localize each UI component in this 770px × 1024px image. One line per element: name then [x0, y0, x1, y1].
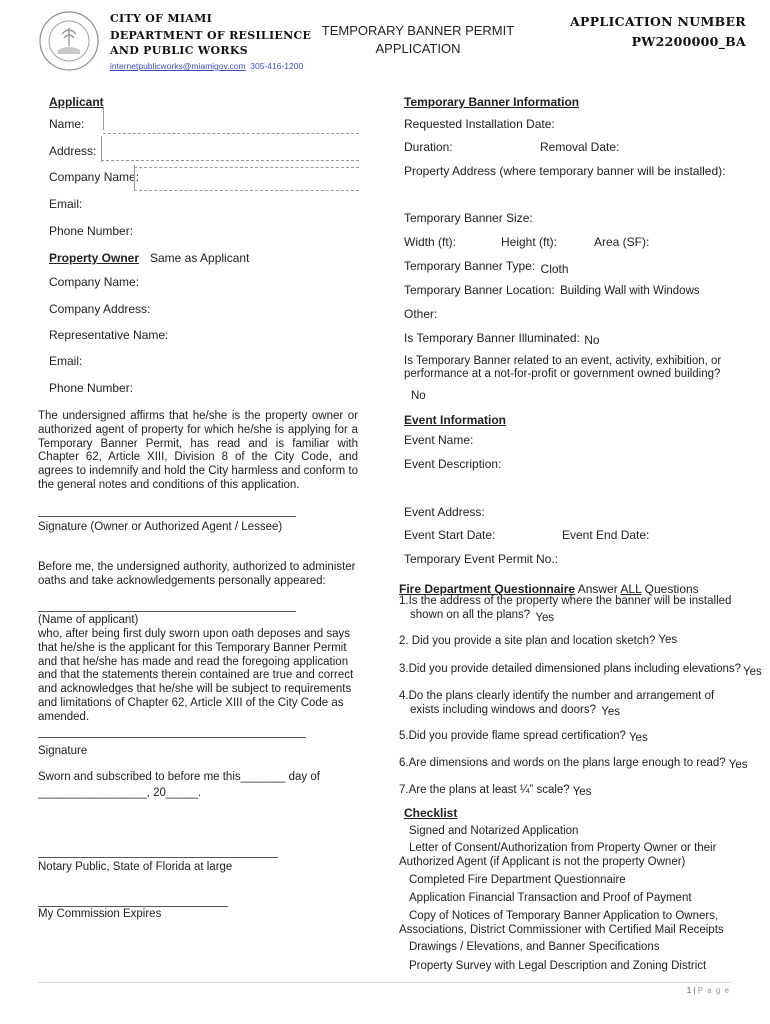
q6-text: Are dimensions and words on the plans large enough to read?	[408, 757, 726, 769]
checklist-item[interactable]: Signed and Notarized Application	[409, 825, 579, 837]
q7-answer[interactable]: Yes	[572, 786, 592, 798]
notary-signature-line[interactable]	[38, 857, 278, 858]
applicant-address-field[interactable]	[101, 160, 359, 161]
applicant-name-field[interactable]	[103, 133, 359, 134]
q7-text: Are the plans at least ¼” scale?	[408, 784, 570, 796]
owner-phone-label: Phone Number:	[49, 381, 134, 395]
checklist-item[interactable]: Property Survey with Legal Description and Zoning District	[409, 960, 707, 972]
fire-q2	[399, 635, 677, 647]
checklist-item[interactable]: Drawings / Elevations, and Banner Specifications	[409, 941, 660, 953]
applicant-company-label: Company Name:	[49, 170, 140, 184]
fire-q7	[399, 784, 591, 796]
fire-q1	[399, 595, 731, 607]
event-heading: Event Information	[404, 413, 507, 427]
email-link[interactable]: internetpublicworks@miamigov.com	[110, 61, 246, 71]
applicant-heading: Applicant	[49, 95, 104, 109]
illuminated-row	[404, 331, 600, 345]
sworn-subscribed-line-2: _________________, 20_____.	[38, 787, 202, 799]
sworn-subscribed-line-1: Sworn and subscribed to before me this_______ day of	[38, 771, 320, 783]
removal-date-label: Removal Date:	[540, 140, 620, 154]
signature-label-2: Signature	[38, 745, 88, 757]
other-label: Other:	[404, 307, 438, 321]
q7-number: 7.	[399, 784, 409, 796]
q3-text: Did you provide detailed dimensioned plans including elevations?	[408, 663, 742, 675]
banner-type-label: Temporary Banner Type:	[404, 259, 536, 273]
q4-number: 4.	[399, 690, 409, 702]
fire-heading: Fire Department Questionnaire	[399, 582, 576, 596]
q4-text-2: exists including windows and doors?	[410, 704, 597, 716]
event-permit-label: Temporary Event Permit No.:	[404, 552, 559, 566]
q3-answer[interactable]: Yes	[743, 666, 762, 678]
event-end-label: Event End Date:	[562, 528, 650, 542]
notary-label: Notary Public, State of Florida at large	[38, 861, 233, 873]
related-question: Is Temporary Banner related to an event, activity, exhibition, or performance at a not-for-profit or government owned building?	[404, 355, 722, 380]
applicant-name-label: Name:	[49, 117, 85, 131]
checklist-item[interactable]: Copy of Notices of Temporary Banner Application to Owners,	[409, 910, 719, 922]
applicant-company-field[interactable]	[134, 190, 359, 191]
commission-label: My Commission Expires	[38, 908, 162, 920]
owner-address-label: Company Address:	[49, 302, 151, 316]
before-me-text: Before me, the undersigned authority, authorized to administer oaths and take acknowledgements personally appeared:	[38, 561, 356, 587]
q1-text-2: shown on all the plans?	[410, 609, 531, 621]
banner-location-label: Temporary Banner Location:	[404, 283, 555, 297]
department-name: DEPARTMENT OF RESILIENCE	[110, 29, 312, 42]
area-label: Area (SF):	[594, 235, 650, 249]
applicant-address-label: Address:	[49, 144, 97, 158]
owner-signature-line[interactable]	[38, 516, 296, 517]
banner-location-value[interactable]: Building Wall with Windows	[560, 285, 700, 297]
city-seal	[38, 10, 100, 72]
name-of-applicant-label: (Name of applicant)	[38, 614, 139, 626]
company-field-border	[134, 165, 135, 190]
fire-heading-row	[399, 582, 699, 596]
page-footer	[687, 986, 730, 995]
checklist-item[interactable]: Application Financial Transaction and Proof of Payment	[409, 892, 692, 904]
page-word: P a g e	[697, 986, 730, 995]
fire-q1-cont	[410, 609, 555, 624]
title-line-1: TEMPORARY BANNER PERMIT	[321, 23, 515, 38]
q2-answer[interactable]: Yes	[658, 634, 678, 646]
q6-answer[interactable]: Yes	[728, 759, 748, 771]
owner-heading: Property Owner	[49, 251, 140, 265]
same-as-applicant[interactable]: Same as Applicant	[150, 251, 250, 265]
q4-text: Do the plans clearly identify the number and arrangement of	[408, 690, 715, 702]
event-description-label: Event Description:	[404, 457, 502, 471]
banner-heading: Temporary Banner Information	[404, 95, 580, 109]
checklist-heading: Checklist	[404, 806, 458, 820]
q5-number: 5.	[399, 730, 409, 742]
owner-rep-label: Representative Name:	[49, 328, 169, 342]
name-field-border	[103, 108, 104, 130]
answer-all: ALL	[620, 582, 642, 596]
page-sep: |	[693, 986, 696, 995]
illuminated-value[interactable]: No	[584, 333, 600, 347]
checklist-item-cont: Authorized Agent (if Applicant is not the property Owner)	[399, 856, 686, 868]
fire-q3	[399, 663, 762, 678]
height-label: Height (ft):	[501, 235, 558, 249]
applicant-phone-label: Phone Number:	[49, 224, 134, 238]
form-title	[318, 22, 518, 58]
fire-q5	[399, 730, 648, 742]
checklist-item-cont: Associations, District Commissioner with Certified Mail Receipts	[399, 924, 724, 936]
answer-post: Questions	[644, 582, 699, 596]
owner-company-label: Company Name:	[49, 275, 140, 289]
q6-number: 6.	[399, 757, 409, 769]
banner-type-row	[404, 259, 569, 276]
install-date-label: Requested Installation Date:	[404, 117, 555, 131]
fire-q6	[399, 757, 747, 769]
page-number: 1	[686, 986, 692, 995]
event-address-label: Event Address:	[404, 505, 485, 519]
applicant-email-label: Email:	[49, 197, 83, 211]
event-start-label: Event Start Date:	[404, 528, 496, 542]
owner-email-label: Email:	[49, 354, 83, 368]
related-value[interactable]: No	[411, 390, 426, 402]
width-label: Width (ft):	[404, 235, 457, 249]
signature-line-2[interactable]	[38, 737, 306, 738]
address-field-border	[101, 136, 102, 162]
property-address-label: Property Address (where temporary banner will be installed):	[404, 164, 726, 178]
footer-divider	[38, 982, 732, 983]
phone-number: 305-416-1200	[250, 61, 304, 71]
applicant-name-line[interactable]	[38, 611, 296, 612]
banner-location-row	[404, 283, 700, 297]
commission-line[interactable]	[38, 906, 228, 907]
applicant-company-field-top	[134, 167, 359, 168]
event-name-label: Event Name:	[404, 433, 474, 447]
answer-pre: Answer	[577, 582, 618, 596]
banner-type-value[interactable]: Cloth	[540, 262, 569, 276]
contact-line	[110, 61, 303, 71]
fire-q4	[399, 690, 714, 702]
checklist-item[interactable]: Completed Fire Department Questionnaire	[409, 874, 626, 886]
banner-size-label: Temporary Banner Size:	[404, 211, 533, 225]
app-number: PW2200000_BA	[631, 34, 746, 49]
fire-q4-cont	[410, 704, 620, 716]
department-name-2: AND PUBLIC WORKS	[110, 44, 248, 57]
owner-signature-label: Signature (Owner or Authorized Agent / Lessee)	[38, 521, 283, 533]
q2-number: 2.	[399, 635, 409, 647]
q4-answer[interactable]: Yes	[601, 706, 620, 718]
q2-text: Did you provide a site plan and location sketch?	[411, 635, 656, 647]
checklist-item[interactable]: Letter of Consent/Authorization from Property Owner or their	[409, 842, 717, 854]
affirmation-text: The undersigned affirms that he/she is the property owner or authorized agent of property for which he/she is applying for a Temporary Banner Permit, has read and is familiar with Chapter 62, Article XIII, Division 8 of the City Code, and agrees to indemnify and hold the City harmless and conform to the general notes and conditions of this application.	[38, 410, 358, 491]
app-number-label: APPLICATION NUMBER	[570, 14, 746, 29]
q5-answer[interactable]: Yes	[628, 732, 648, 744]
illuminated-label: Is Temporary Banner Illuminated:	[404, 331, 580, 345]
city-name: CITY OF MIAMI	[110, 12, 213, 25]
q5-text: Did you provide flame spread certification?	[408, 730, 626, 742]
q1-text: Is the address of the property where the banner will be installed	[408, 595, 732, 607]
q1-number: 1.	[399, 595, 409, 607]
duration-label: Duration:	[404, 140, 453, 154]
sworn-text: who, after being first duly sworn upon oath deposes and says that he/she is the applicant for this Temporary Banner Permit and that he/she has made and read the foregoing application and that the statements therein contained are true and correct and acknowledges that he/she will be subject to requirements and limitations of Chapter 62, Article XIII of the City Code as amended.	[38, 628, 354, 723]
q1-answer[interactable]: Yes	[535, 612, 555, 624]
title-line-2: APPLICATION	[375, 41, 461, 56]
q3-number: 3.	[399, 663, 409, 675]
